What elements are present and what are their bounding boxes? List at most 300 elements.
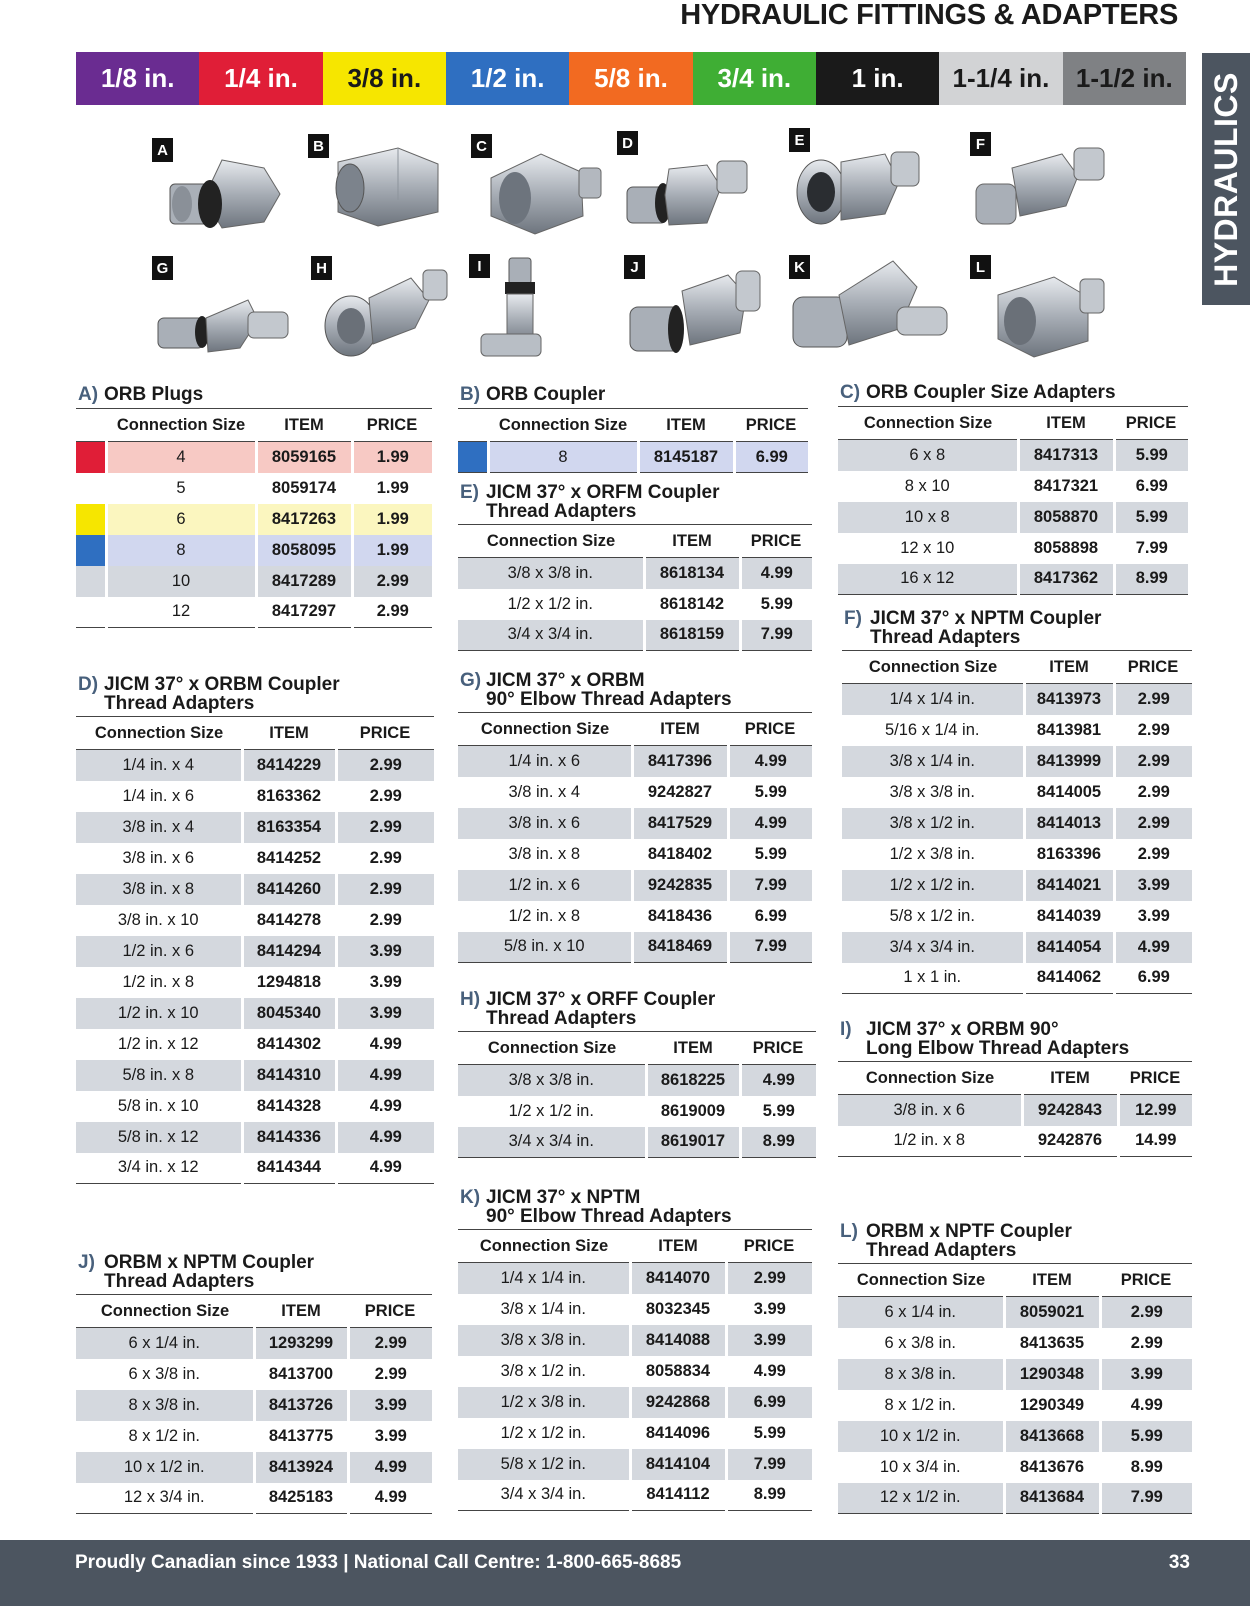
section-heading (458, 483, 812, 521)
price: 5.99 (728, 777, 812, 808)
col-connection-size: Connection Size (458, 1230, 630, 1263)
connection-size: 1/2 in. x 8 (893, 1131, 966, 1150)
price: 3.99 (336, 967, 434, 998)
connection-size: 5/8 in. x 12 (76, 1122, 242, 1153)
price: 7.99 (726, 1449, 812, 1480)
section-letter: J) (78, 1252, 95, 1273)
item-number: 8417321 (1018, 471, 1114, 502)
connection-size: 3/4 x 3/4 in. (500, 1485, 586, 1504)
price: 2.99 (1114, 839, 1192, 870)
col-price: PRICE (740, 525, 812, 558)
size-cell: 1-1/4 in. (939, 52, 1062, 105)
price: 5.99 (740, 1096, 816, 1127)
col-price: PRICE (734, 409, 808, 442)
col-item: ITEM (242, 717, 336, 750)
item-number: 8413635 (1004, 1328, 1100, 1359)
item-number: 8414062 (1024, 963, 1114, 994)
section-title-line-2: Long Elbow Thread Adapters (866, 1038, 1130, 1059)
photo-letter-badge: L (970, 255, 991, 279)
item-number: 8414294 (242, 936, 336, 967)
fitting-photo (970, 132, 1145, 242)
item-number: 8145187 (638, 442, 734, 473)
price: 5.99 (1114, 440, 1188, 471)
size-color-swatch (76, 473, 106, 504)
section-letter: K) (460, 1187, 481, 1208)
section-title-line-2: Thread Adapters (104, 1271, 255, 1292)
section-title-line-1: JICM 37° x ORFF Coupler (486, 989, 716, 1010)
price: 8.99 (726, 1480, 812, 1511)
page-title: HYDRAULIC FITTINGS & ADAPTERS (680, 0, 1178, 31)
table-row (842, 777, 1192, 808)
table-row (458, 589, 812, 620)
section-title-line-2: 90° Elbow Thread Adapters (486, 1206, 732, 1227)
fitting-illustration (789, 128, 959, 238)
connection-size: 8 (488, 442, 638, 473)
table-row (838, 1390, 1192, 1421)
section-heading (458, 990, 816, 1028)
item-number: 8413668 (1004, 1421, 1100, 1452)
item-number: 8045340 (242, 998, 336, 1029)
price: 1.99 (352, 473, 432, 504)
table-row (458, 1065, 816, 1096)
item-number: 8413973 (1024, 684, 1114, 715)
section-j (76, 1253, 432, 1514)
price: 2.99 (336, 905, 434, 936)
table-header-row (458, 713, 812, 746)
item-number: 8418402 (632, 839, 728, 870)
size-cell: 1/8 in. (76, 52, 199, 105)
table-row (458, 746, 812, 777)
item-number: 8413775 (254, 1421, 348, 1452)
table-row (76, 1421, 432, 1452)
section-title: ORB Plugs (104, 384, 204, 405)
price: 3.99 (348, 1390, 432, 1421)
item-number: 8058898 (1018, 533, 1114, 564)
section-heading (458, 671, 812, 709)
price: 3.99 (1100, 1359, 1192, 1390)
connection-size: 10 (106, 566, 256, 597)
connection-size: 6 x 1/4 in. (838, 1297, 1004, 1328)
section-c (838, 383, 1188, 595)
photo-letter-badge: A (152, 138, 173, 162)
section-letter: B) (460, 384, 481, 405)
table-row (76, 843, 434, 874)
item-number: 8619009 (646, 1096, 740, 1127)
item-number: 8418469 (632, 932, 728, 963)
product-table (458, 712, 812, 963)
item-number: 9242827 (632, 777, 728, 808)
item-number: 8414070 (630, 1263, 726, 1294)
table-row (838, 502, 1188, 533)
section-h (458, 990, 816, 1158)
item-number: 8414344 (242, 1153, 336, 1184)
item-number: 8414096 (630, 1418, 726, 1449)
col-item: ITEM (254, 1295, 348, 1328)
table-row (842, 839, 1192, 870)
connection-size: 1/2 in. x 8 (508, 906, 581, 925)
price: 2.99 (1114, 684, 1192, 715)
table-row (76, 1359, 432, 1390)
table-row (76, 1060, 434, 1091)
item-number: 8417396 (632, 746, 728, 777)
section-heading (838, 1222, 1192, 1260)
size-cell: 1/4 in. (199, 52, 322, 105)
col-price: PRICE (728, 713, 812, 746)
photo-letter-badge: E (789, 128, 810, 152)
price: 7.99 (728, 932, 812, 963)
price: 7.99 (728, 870, 812, 901)
section-a (76, 385, 432, 628)
photo-letter-badge: J (624, 255, 645, 279)
item-number: 8413999 (1024, 746, 1114, 777)
page-number: 33 (1168, 1552, 1190, 1573)
connection-size: 1/4 in. x 4 (76, 750, 242, 781)
table-row (838, 440, 1188, 471)
item-number: 8417297 (256, 597, 352, 628)
table-row (458, 1294, 812, 1325)
footer-text: Proudly Canadian since 1933 | National Call Centre: 1-800-665-8685 (75, 1552, 682, 1573)
item-number: 8059165 (256, 442, 352, 473)
connection-size: 8 x 3/8 in. (76, 1390, 254, 1421)
section-title-line-1: ORBM x NPTM Coupler (104, 1252, 315, 1273)
price: 2.99 (348, 1359, 432, 1390)
connection-size: 1/2 x 1/2 in. (507, 594, 593, 613)
table-header-row (458, 525, 812, 558)
col-price: PRICE (348, 1295, 432, 1328)
table-row (838, 1126, 1192, 1157)
connection-size: 1/4 x 1/4 in. (842, 684, 1024, 715)
price: 2.99 (348, 1328, 432, 1359)
table-row (76, 750, 434, 781)
col-connection-size: Connection Size (76, 717, 242, 750)
section-f (842, 609, 1192, 994)
connection-size: 12 (106, 597, 256, 628)
section-title-line-1: JICM 37° x ORFM Coupler (486, 482, 720, 503)
connection-size: 10 x 8 (838, 502, 1018, 533)
photo-letter-badge: C (471, 134, 492, 158)
table-row (838, 471, 1188, 502)
item-number: 9242835 (632, 870, 728, 901)
connection-size: 1/4 in. x 6 (458, 746, 632, 777)
connection-size: 16 x 12 (838, 564, 1018, 595)
connection-size: 5 (106, 473, 256, 504)
item-number: 8414104 (630, 1449, 726, 1480)
item-number: 8413924 (254, 1452, 348, 1483)
table-row (838, 1452, 1192, 1483)
table-row (76, 1328, 432, 1359)
item-number: 8618225 (646, 1065, 740, 1096)
connection-size: 3/8 x 1/4 in. (500, 1299, 586, 1318)
table-row (842, 963, 1192, 994)
connection-size: 10 x 1/2 in. (838, 1421, 1004, 1452)
table-row (458, 1096, 816, 1127)
price: 4.99 (336, 1091, 434, 1122)
col-item: ITEM (1024, 651, 1114, 684)
item-number: 8413700 (254, 1359, 348, 1390)
item-number: 8413981 (1024, 715, 1114, 746)
connection-size: 1/2 in. x 12 (117, 1034, 199, 1053)
table-header-row (76, 409, 432, 442)
price: 4.99 (740, 1065, 816, 1096)
connection-size: 3/8 in. x 6 (122, 848, 195, 867)
item-number: 9242876 (1022, 1126, 1118, 1157)
price: 4.99 (726, 1356, 812, 1387)
table-row (458, 1418, 812, 1449)
product-table (458, 408, 808, 473)
col-connection-size: Connection Size (458, 525, 644, 558)
price: 2.99 (1100, 1328, 1192, 1359)
connection-size: 4 (106, 442, 256, 473)
table-row (458, 1127, 816, 1158)
item-number: 8414039 (1024, 901, 1114, 932)
product-table (458, 1031, 816, 1158)
col-connection-size: Connection Size (838, 407, 1018, 440)
connection-size: 12 x 10 (900, 538, 955, 557)
connection-size: 1/2 x 1/2 in. (842, 870, 1024, 901)
size-cell: 1 in. (816, 52, 939, 105)
price: 4.99 (1100, 1390, 1192, 1421)
table-row (76, 905, 434, 936)
col-item: ITEM (1018, 407, 1114, 440)
table-row (76, 442, 432, 473)
price: 5.99 (1114, 502, 1188, 533)
section-title-line-1: JICM 37° x ORBM 90° (866, 1019, 1059, 1040)
table-row (76, 504, 432, 535)
fitting-illustration (311, 256, 481, 366)
section-heading (76, 1253, 432, 1291)
section-title-line-2: Thread Adapters (866, 1240, 1017, 1261)
table-row (76, 812, 434, 843)
connection-size: 1/2 x 3/8 in. (458, 1387, 630, 1418)
table-row (458, 1449, 812, 1480)
connection-size: 3/8 x 1/2 in. (500, 1361, 586, 1380)
price: 4.99 (740, 558, 812, 589)
item-number: 8163396 (1024, 839, 1114, 870)
item-number: 8414054 (1024, 932, 1114, 963)
item-number: 8618134 (644, 558, 740, 589)
table-row (76, 1122, 434, 1153)
product-table (76, 716, 434, 1184)
item-number: 8414302 (242, 1029, 336, 1060)
col-item: ITEM (1022, 1062, 1118, 1095)
price: 7.99 (740, 620, 812, 651)
table-header-row (76, 1295, 432, 1328)
section-g (458, 671, 812, 963)
size-cell: 3/8 in. (323, 52, 446, 105)
photo-letter-badge: I (469, 254, 490, 278)
price: 7.99 (1114, 533, 1188, 564)
connection-size: 1/2 x 3/8 in. (889, 844, 975, 863)
section-l (838, 1222, 1192, 1514)
fitting-photo (789, 255, 964, 365)
table-row (838, 1095, 1192, 1126)
item-number: 8414112 (630, 1480, 726, 1511)
table-row (838, 1359, 1192, 1390)
price: 2.99 (352, 566, 432, 597)
connection-size: 8 (106, 535, 256, 566)
footer-bar (0, 1540, 1250, 1606)
col-price: PRICE (726, 1230, 812, 1263)
col-item: ITEM (632, 713, 728, 746)
connection-size: 6 x 1/4 in. (76, 1328, 254, 1359)
price: 4.99 (348, 1452, 432, 1483)
connection-size: 1/2 x 1/2 in. (508, 1101, 594, 1120)
connection-size: 3/8 in. x 4 (508, 782, 581, 801)
connection-size: 3/8 x 1/2 in. (842, 808, 1024, 839)
product-table (838, 406, 1188, 595)
section-title-line-2: Thread Adapters (870, 627, 1021, 648)
table-row (458, 1480, 812, 1511)
section-title-line-1: ORBM x NPTF Coupler (866, 1221, 1072, 1242)
item-number: 8414013 (1024, 808, 1114, 839)
item-number: 8418436 (632, 901, 728, 932)
table-row (76, 1091, 434, 1122)
table-row (76, 473, 432, 504)
item-number: 1293299 (254, 1328, 348, 1359)
section-title-line-2: 90° Elbow Thread Adapters (486, 689, 732, 710)
photo-letter-badge: B (308, 134, 329, 158)
item-number: 8414278 (242, 905, 336, 936)
table-row (838, 1297, 1192, 1328)
table-row (76, 1452, 432, 1483)
item-number: 1290348 (1004, 1359, 1100, 1390)
connection-size: 6 (106, 504, 256, 535)
connection-size: 1/4 in. x 6 (122, 786, 195, 805)
col-connection-size: Connection Size (76, 1295, 254, 1328)
section-letter: A) (78, 384, 99, 405)
connection-size: 3/8 in. x 4 (76, 812, 242, 843)
product-table (458, 524, 812, 651)
price: 4.99 (728, 808, 812, 839)
table-row (76, 967, 434, 998)
item-number: 8417529 (632, 808, 728, 839)
price: 8.99 (1100, 1452, 1192, 1483)
table-row (458, 839, 812, 870)
item-number: 8417362 (1018, 564, 1114, 595)
col-item: ITEM (638, 409, 734, 442)
section-letter: F) (844, 608, 862, 629)
price: 3.99 (726, 1294, 812, 1325)
photo-letter-badge: G (152, 256, 173, 280)
connection-size: 1/2 in. x 8 (122, 972, 195, 991)
connection-size: 5/8 in. x 10 (458, 932, 632, 963)
connection-size: 8 x 1/2 in. (884, 1395, 957, 1414)
price: 3.99 (348, 1421, 432, 1452)
connection-size: 5/16 x 1/4 in. (885, 720, 980, 739)
fitting-illustration (970, 255, 1140, 365)
section-letter: G) (460, 670, 482, 691)
col-item: ITEM (1004, 1264, 1100, 1297)
table-row (76, 936, 434, 967)
size-cell: 1/2 in. (446, 52, 569, 105)
product-table (76, 1294, 432, 1514)
table-row (458, 442, 808, 473)
col-connection-size: Connection Size (488, 409, 638, 442)
fitting-photo (308, 134, 483, 244)
item-number: 8414005 (1024, 777, 1114, 808)
price: 6.99 (728, 901, 812, 932)
price: 4.99 (1114, 932, 1192, 963)
table-row (76, 874, 434, 905)
item-number: 8413676 (1004, 1452, 1100, 1483)
item-number: 8414260 (242, 874, 336, 905)
item-number: 8059021 (1004, 1297, 1100, 1328)
price: 6.99 (726, 1387, 812, 1418)
size-color-swatch (76, 535, 106, 566)
fitting-photo (624, 255, 799, 365)
col-price: PRICE (1114, 651, 1192, 684)
section-letter: D) (78, 674, 99, 695)
photo-letter-badge: K (789, 255, 810, 279)
price: 5.99 (728, 839, 812, 870)
table-row (76, 1153, 434, 1184)
table-row (458, 1356, 812, 1387)
col-price: PRICE (336, 717, 434, 750)
table-row (838, 1421, 1192, 1452)
item-number: 8414328 (242, 1091, 336, 1122)
price: 5.99 (740, 589, 812, 620)
col-price: PRICE (1114, 407, 1188, 440)
section-title-line-1: JICM 37° x ORBM Coupler (104, 674, 340, 695)
col-item: ITEM (646, 1032, 740, 1065)
table-row (842, 746, 1192, 777)
size-color-legend (76, 52, 1186, 105)
price: 8.99 (740, 1127, 816, 1158)
col-price: PRICE (352, 409, 432, 442)
item-number: 8059174 (256, 473, 352, 504)
table-row (838, 1328, 1192, 1359)
table-row (842, 715, 1192, 746)
fitting-illustration (152, 138, 322, 248)
table-row (76, 597, 432, 628)
size-color-swatch (76, 597, 106, 628)
section-heading (842, 609, 1192, 647)
price: 4.99 (348, 1483, 432, 1514)
connection-size: 3/8 in. x 10 (117, 910, 199, 929)
table-row (458, 901, 812, 932)
price: 2.99 (336, 750, 434, 781)
section-letter: C) (840, 382, 861, 403)
size-cell: 1-1/2 in. (1063, 52, 1186, 105)
connection-size: 5/8 in. x 8 (76, 1060, 242, 1091)
fitting-illustration (624, 255, 794, 365)
connection-size: 8 x 10 (904, 476, 950, 495)
item-number: 8414229 (242, 750, 336, 781)
item-number: 8414088 (630, 1325, 726, 1356)
section-letter: I) (840, 1019, 852, 1040)
product-table (76, 408, 432, 628)
fitting-photo (152, 256, 327, 366)
price: 14.99 (1118, 1126, 1192, 1157)
connection-size: 5/8 x 1/2 in. (889, 906, 975, 925)
table-header-row (838, 1264, 1192, 1297)
connection-size: 3/8 x 3/8 in. (458, 558, 644, 589)
section-heading (458, 1188, 812, 1226)
fitting-illustration (152, 256, 322, 366)
price: 1.99 (352, 535, 432, 566)
connection-size: 6 x 3/8 in. (884, 1333, 957, 1352)
table-row (458, 1325, 812, 1356)
col-item: ITEM (630, 1230, 726, 1263)
table-header-row (838, 407, 1188, 440)
section-title-line-2: Thread Adapters (104, 693, 255, 714)
connection-size: 3/4 x 3/4 in. (458, 620, 644, 651)
col-connection-size: Connection Size (106, 409, 256, 442)
price: 2.99 (336, 874, 434, 905)
connection-size: 8 x 3/8 in. (838, 1359, 1004, 1390)
item-number: 8425183 (254, 1483, 348, 1514)
connection-size: 3/8 x 1/4 in. (842, 746, 1024, 777)
